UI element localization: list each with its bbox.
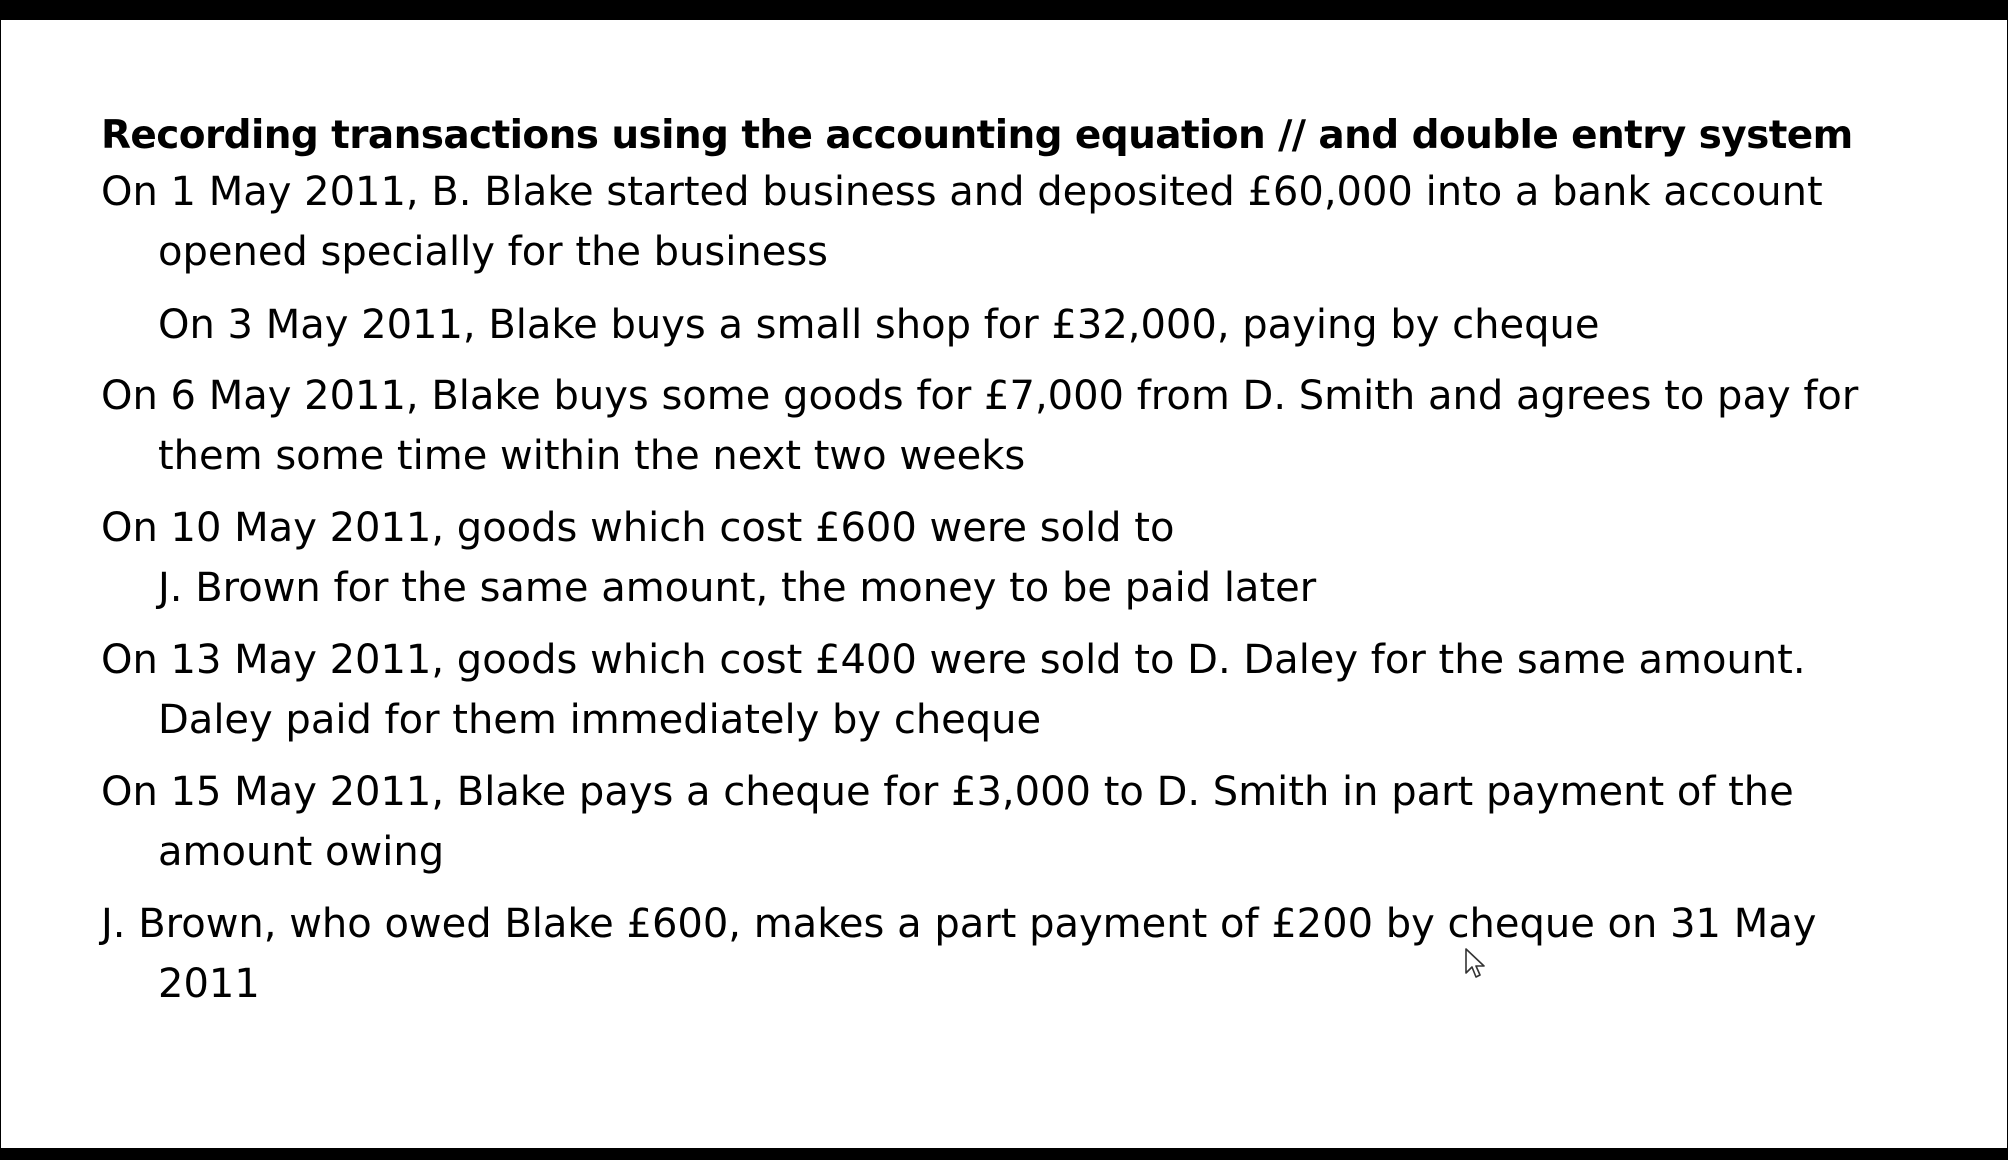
transaction-text: On 10 May 2011, goods which cost £600 were sold to (101, 505, 1175, 551)
transaction-text: On 1 May 2011, B. Blake started business and deposited £60,000 into a bank account (101, 169, 1823, 215)
transaction-item-7 (101, 894, 1816, 1014)
transaction-item-4 (101, 498, 1316, 618)
transaction-item-5 (101, 630, 1806, 750)
transaction-item-3 (101, 366, 1858, 486)
transaction-text-continued: Daley paid for them immediately by cheque (158, 697, 1042, 743)
transaction-text-continued: opened specially for the business (158, 229, 829, 275)
transaction-item-1 (101, 162, 1823, 282)
transaction-text: On 6 May 2011, Blake buys some goods for £7,000 from D. Smith and agrees to pay for (101, 373, 1859, 419)
slide-title: Recording transactions using the accounting equation // and double entry system (101, 113, 1853, 158)
transaction-text-continued: amount owing (158, 829, 445, 875)
transaction-text-continued: 2011 (158, 961, 260, 1007)
transaction-text-continued: them some time within the next two weeks (158, 433, 1026, 479)
transaction-text: On 3 May 2011, Blake buys a small shop for £32,000, paying by cheque (158, 302, 1600, 348)
transaction-item-6 (101, 762, 1794, 882)
transaction-text: On 15 May 2011, Blake pays a cheque for £3,000 to D. Smith in part payment of the (101, 769, 1794, 815)
transaction-text: On 13 May 2011, goods which cost £400 were sold to D. Daley for the same amount. (101, 637, 1806, 683)
transaction-text: J. Brown, who owed Blake £600, makes a part payment of £200 by cheque on 31 May (101, 901, 1817, 947)
transaction-item-2 (158, 295, 1599, 355)
transaction-text-continued: J. Brown for the same amount, the money to be paid later (158, 565, 1317, 611)
mouse-pointer-icon (1464, 948, 1486, 980)
slide (1, 20, 2007, 1148)
